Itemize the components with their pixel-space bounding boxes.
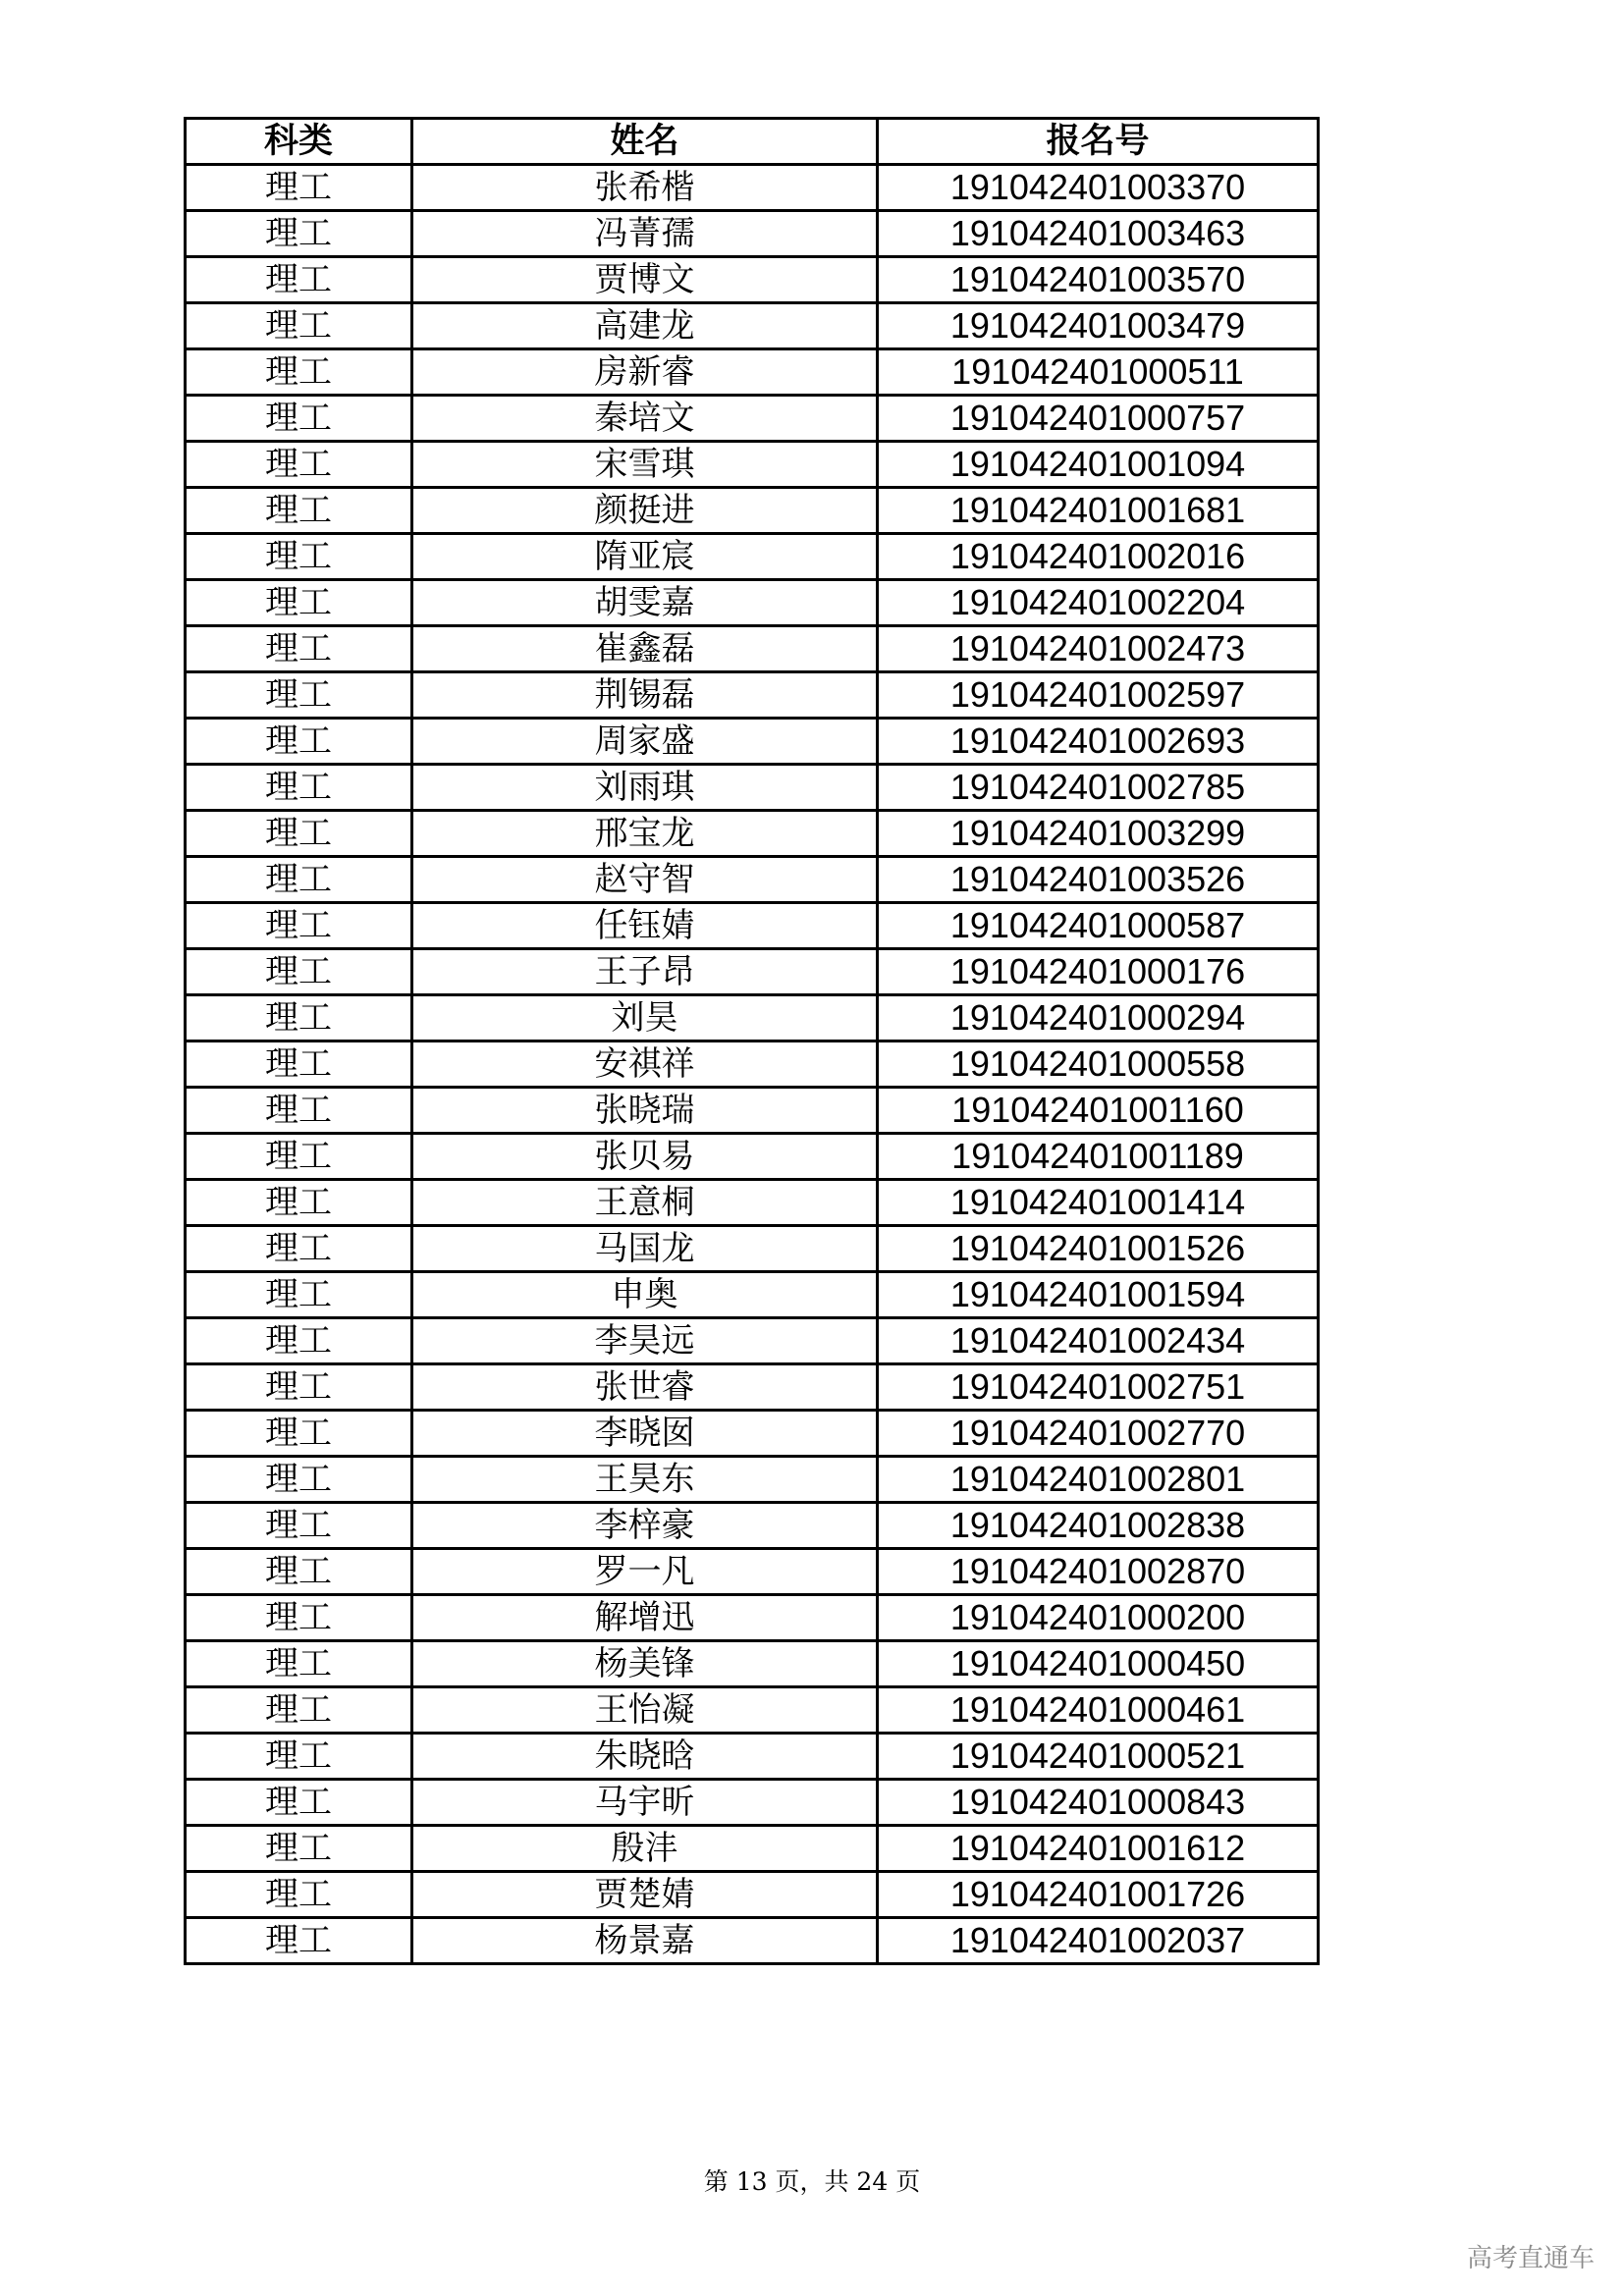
table-row xyxy=(186,1272,1319,1318)
table-row xyxy=(186,1457,1319,1503)
name-cell: 张希楷 xyxy=(412,165,878,211)
registration-number-cell: 191042401001612 xyxy=(878,1826,1319,1872)
name-cell: 张世睿 xyxy=(412,1364,878,1411)
category-cell: 理工 xyxy=(186,811,412,857)
category-cell: 理工 xyxy=(186,1734,412,1780)
table-row xyxy=(186,1503,1319,1549)
table-row xyxy=(186,1872,1319,1918)
category-cell: 理工 xyxy=(186,1180,412,1226)
table-row xyxy=(186,672,1319,719)
registration-number-cell: 191042401000450 xyxy=(878,1641,1319,1687)
category-cell: 理工 xyxy=(186,1318,412,1364)
registration-number-cell: 191042401002770 xyxy=(878,1411,1319,1457)
registration-number-cell: 191042401002801 xyxy=(878,1457,1319,1503)
registration-number-cell: 191042401003479 xyxy=(878,303,1319,349)
page-number: 第 13 页，共 24 页 xyxy=(703,2167,921,2196)
category-cell: 理工 xyxy=(186,534,412,580)
name-cell: 刘昊 xyxy=(412,995,878,1041)
category-cell: 理工 xyxy=(186,719,412,765)
category-cell: 理工 xyxy=(186,903,412,949)
category-cell: 理工 xyxy=(186,1041,412,1088)
table-row xyxy=(186,765,1319,811)
name-cell: 王意桐 xyxy=(412,1180,878,1226)
registration-number-cell: 191042401003570 xyxy=(878,257,1319,303)
category-cell: 理工 xyxy=(186,626,412,672)
registration-number-cell: 191042401000843 xyxy=(878,1780,1319,1826)
category-cell: 理工 xyxy=(186,211,412,257)
table-row xyxy=(186,1411,1319,1457)
category-cell: 理工 xyxy=(186,1503,412,1549)
table-row xyxy=(186,534,1319,580)
name-cell: 荆锡磊 xyxy=(412,672,878,719)
category-cell: 理工 xyxy=(186,1272,412,1318)
registration-number-cell: 191042401000757 xyxy=(878,396,1319,442)
category-cell: 理工 xyxy=(186,303,412,349)
table-row xyxy=(186,719,1319,765)
category-cell: 理工 xyxy=(186,257,412,303)
table-row xyxy=(186,1364,1319,1411)
name-cell: 王怡凝 xyxy=(412,1687,878,1734)
name-cell: 罗一凡 xyxy=(412,1549,878,1595)
table-row xyxy=(186,1549,1319,1595)
name-cell: 朱晓晗 xyxy=(412,1734,878,1780)
table-row xyxy=(186,488,1319,534)
name-cell: 安祺祥 xyxy=(412,1041,878,1088)
category-cell: 理工 xyxy=(186,1226,412,1272)
name-cell: 马国龙 xyxy=(412,1226,878,1272)
category-cell: 理工 xyxy=(186,1826,412,1872)
registration-number-cell: 191042401001094 xyxy=(878,442,1319,488)
name-cell: 贾楚婧 xyxy=(412,1872,878,1918)
name-cell: 赵守智 xyxy=(412,857,878,903)
name-cell: 杨美锋 xyxy=(412,1641,878,1687)
table-row xyxy=(186,1088,1319,1134)
table-row xyxy=(186,165,1319,211)
registration-number-cell: 191042401001681 xyxy=(878,488,1319,534)
table-row xyxy=(186,995,1319,1041)
registration-number-cell: 191042401000461 xyxy=(878,1687,1319,1734)
category-cell: 理工 xyxy=(186,1134,412,1180)
name-cell: 崔鑫磊 xyxy=(412,626,878,672)
category-cell: 理工 xyxy=(186,1457,412,1503)
table-row xyxy=(186,949,1319,995)
table-row xyxy=(186,1826,1319,1872)
header-name: 姓名 xyxy=(412,119,878,165)
name-cell: 邢宝龙 xyxy=(412,811,878,857)
header-registration-number: 报名号 xyxy=(878,119,1319,165)
registration-number-cell: 191042401000521 xyxy=(878,1734,1319,1780)
category-cell: 理工 xyxy=(186,1918,412,1964)
registration-number-cell: 191042401002838 xyxy=(878,1503,1319,1549)
table-row xyxy=(186,442,1319,488)
table-row xyxy=(186,1318,1319,1364)
roster-table xyxy=(184,117,1320,1965)
registration-number-cell: 191042401001189 xyxy=(878,1134,1319,1180)
registration-number-cell: 191042401002693 xyxy=(878,719,1319,765)
category-cell: 理工 xyxy=(186,1364,412,1411)
name-cell: 冯菁孺 xyxy=(412,211,878,257)
category-cell: 理工 xyxy=(186,165,412,211)
category-cell: 理工 xyxy=(186,672,412,719)
name-cell: 贾博文 xyxy=(412,257,878,303)
category-cell: 理工 xyxy=(186,349,412,396)
name-cell: 李晓囡 xyxy=(412,1411,878,1457)
registration-number-cell: 191042401001726 xyxy=(878,1872,1319,1918)
category-cell: 理工 xyxy=(186,949,412,995)
registration-number-cell: 191042401002751 xyxy=(878,1364,1319,1411)
registration-number-cell: 191042401002204 xyxy=(878,580,1319,626)
registration-number-cell: 191042401003299 xyxy=(878,811,1319,857)
registration-number-cell: 191042401000200 xyxy=(878,1595,1319,1641)
name-cell: 李梓豪 xyxy=(412,1503,878,1549)
table-row xyxy=(186,580,1319,626)
category-cell: 理工 xyxy=(186,1549,412,1595)
name-cell: 胡雯嘉 xyxy=(412,580,878,626)
header-category: 科类 xyxy=(186,119,412,165)
table-row xyxy=(186,1134,1319,1180)
watermark: 高考直通车 xyxy=(1467,2244,1596,2273)
name-cell: 颜挺进 xyxy=(412,488,878,534)
registration-number-cell: 191042401000558 xyxy=(878,1041,1319,1088)
name-cell: 杨景嘉 xyxy=(412,1918,878,1964)
category-cell: 理工 xyxy=(186,857,412,903)
table-row xyxy=(186,349,1319,396)
category-cell: 理工 xyxy=(186,1641,412,1687)
table-row xyxy=(186,1595,1319,1641)
registration-number-cell: 191042401002473 xyxy=(878,626,1319,672)
table-body xyxy=(186,165,1319,1964)
table-header-row xyxy=(186,119,1319,165)
table-row xyxy=(186,1226,1319,1272)
table-row xyxy=(186,1780,1319,1826)
name-cell: 殷沣 xyxy=(412,1826,878,1872)
registration-number-cell: 191042401001414 xyxy=(878,1180,1319,1226)
name-cell: 张晓瑞 xyxy=(412,1088,878,1134)
category-cell: 理工 xyxy=(186,765,412,811)
registration-number-cell: 191042401002597 xyxy=(878,672,1319,719)
name-cell: 王子昂 xyxy=(412,949,878,995)
name-cell: 任钰婧 xyxy=(412,903,878,949)
table-row xyxy=(186,1918,1319,1964)
table-row xyxy=(186,626,1319,672)
name-cell: 张贝易 xyxy=(412,1134,878,1180)
registration-number-cell: 191042401002016 xyxy=(878,534,1319,580)
table-row xyxy=(186,1641,1319,1687)
name-cell: 李昊远 xyxy=(412,1318,878,1364)
table-row xyxy=(186,211,1319,257)
registration-number-cell: 191042401000294 xyxy=(878,995,1319,1041)
category-cell: 理工 xyxy=(186,1687,412,1734)
name-cell: 解增迅 xyxy=(412,1595,878,1641)
name-cell: 周家盛 xyxy=(412,719,878,765)
category-cell: 理工 xyxy=(186,396,412,442)
registration-number-cell: 191042401003526 xyxy=(878,857,1319,903)
category-cell: 理工 xyxy=(186,442,412,488)
table-row xyxy=(186,257,1319,303)
registration-number-cell: 191042401002434 xyxy=(878,1318,1319,1364)
name-cell: 马宇昕 xyxy=(412,1780,878,1826)
registration-number-cell: 191042401001526 xyxy=(878,1226,1319,1272)
category-cell: 理工 xyxy=(186,488,412,534)
registration-number-cell: 191042401001160 xyxy=(878,1088,1319,1134)
category-cell: 理工 xyxy=(186,1872,412,1918)
name-cell: 高建龙 xyxy=(412,303,878,349)
category-cell: 理工 xyxy=(186,1595,412,1641)
table-row xyxy=(186,903,1319,949)
table-row xyxy=(186,811,1319,857)
category-cell: 理工 xyxy=(186,580,412,626)
table-row xyxy=(186,1687,1319,1734)
category-cell: 理工 xyxy=(186,995,412,1041)
name-cell: 隋亚宸 xyxy=(412,534,878,580)
name-cell: 王昊东 xyxy=(412,1457,878,1503)
name-cell: 房新睿 xyxy=(412,349,878,396)
registration-number-cell: 191042401001594 xyxy=(878,1272,1319,1318)
table-row xyxy=(186,303,1319,349)
name-cell: 宋雪琪 xyxy=(412,442,878,488)
table-row xyxy=(186,1180,1319,1226)
registration-number-cell: 191042401003370 xyxy=(878,165,1319,211)
table-row xyxy=(186,1041,1319,1088)
category-cell: 理工 xyxy=(186,1088,412,1134)
registration-number-cell: 191042401003463 xyxy=(878,211,1319,257)
registration-number-cell: 191042401002037 xyxy=(878,1918,1319,1964)
table-row xyxy=(186,1734,1319,1780)
table-row xyxy=(186,396,1319,442)
registration-number-cell: 191042401000587 xyxy=(878,903,1319,949)
registration-number-cell: 191042401000511 xyxy=(878,349,1319,396)
name-cell: 秦培文 xyxy=(412,396,878,442)
name-cell: 申奥 xyxy=(412,1272,878,1318)
registration-number-cell: 191042401002870 xyxy=(878,1549,1319,1595)
registration-number-cell: 191042401000176 xyxy=(878,949,1319,995)
category-cell: 理工 xyxy=(186,1411,412,1457)
category-cell: 理工 xyxy=(186,1780,412,1826)
registration-number-cell: 191042401002785 xyxy=(878,765,1319,811)
table-row xyxy=(186,857,1319,903)
name-cell: 刘雨琪 xyxy=(412,765,878,811)
